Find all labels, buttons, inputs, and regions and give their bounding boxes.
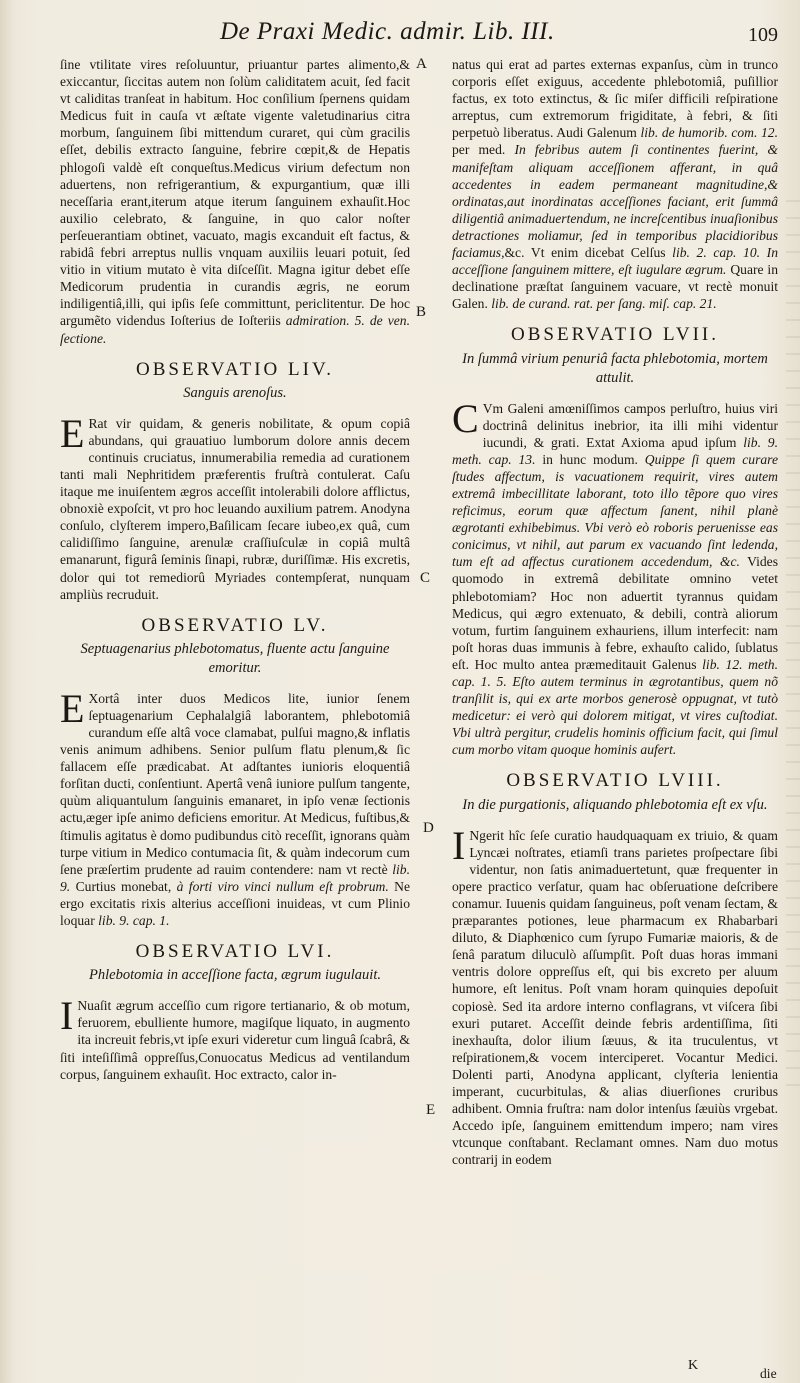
obs58-title: OBSERVATIO LVIII.: [506, 770, 724, 792]
obs54-dropcap: E: [60, 410, 85, 456]
obs55-paragraph: [60, 685, 410, 929]
right-opening-quote2: In acceſſione ſanguinem mittere, eſt iugulare ægrum.: [452, 245, 778, 278]
obs54-text: Rat vir quidam, & generis nobilitate, & opum copiâ abundans, qui grauatiuo lumborum dolore annis decem continuis cruciatus, innumerabilia remedia ad curationem tanti mali Nephritidem præferentis fruſtrà contulerat. Caſu itaque me inuiſentem ægros acceſſit intolerabili dolore afflictus, obnoxiè expoſcit, vt pro hoc leuando auxilium patrem. Anodyna conſulo, clyſterem impero,Baſilicam ſecare iubeo,ex quâ, cum calidiſſimo ſanguine, arenulæ craſſiuſculæ in copiâ multâ emanarunt, figurâ ſeminis ſinapi, rubræ, duriſſimæ. His excretis, dolor qui tot remediorû Myriades contempſerat, nunquam ampliùs recruduit.: [60, 415, 410, 602]
left-opening-ref: admiration. 5. de ven. ſectione.: [60, 313, 410, 346]
right-opening-ref: lib. de humorib. com. 12.: [640, 125, 778, 141]
obs57-subtitle: In ſummâ virium penuriâ facta phlebotomia, mortem attulit.: [462, 350, 768, 386]
obs57-dropcap: C: [452, 395, 479, 441]
obs56-paragraph: [60, 993, 410, 1082]
obs55-subtitle: Septuagenarius phlebotomatus, fluente actu ſanguine emoritur.: [80, 640, 390, 676]
left-column: [60, 56, 410, 1083]
margin-letter-a: A: [416, 56, 427, 72]
margin-letter-e: E: [426, 1102, 436, 1118]
obs58-paragraph: [452, 822, 778, 1169]
obs57-text-a: Vm Galeni amœniſſimos campos perluſtro, huius viri doctrinâ delinitus inebrior, ita illi mihi videntur iucundi, & grati. Extat Axioma apud ipſum: [482, 400, 778, 450]
obs57-quote-a: Quippe ſi quem curare ſtudes affectum, is vacuationem requirit, vires autem extremâ imbecillitate laborant, toto illo tẽpore quo vires reficimus, eorum quæ affectum ſanent, nihil planè ægrotanti exhibebimus. Vbi verò eò roboris peruenisse eas conicimus, vt nihil, aut parum ex vacuando ſint ledenda, tum eſt ad affectus curationem accedendum, &c.: [452, 451, 778, 570]
obs56-title: OBSERVATIO LVI.: [135, 941, 335, 963]
obs57-text-b: in hunc modum.: [542, 451, 638, 467]
obs57-title: OBSERVATIO LVII.: [511, 324, 719, 346]
obs56-dropcap: I: [60, 993, 74, 1039]
obs57-quote-b: Eſto autem terminus in ægrotantibus, quem nõ tranſilit is, qui ex arte morbos generosè oppugnat, vt tutò medicetur: ei verò qui dolorem mitigat, vt vires cuſtodiat. Vbi ultrà pergitur, crudelis hominis officium facit, qui ſimul cum morbo vitam quoque hominis aufert.: [452, 674, 778, 758]
page-number: 109: [748, 24, 778, 46]
signature-mark: K: [688, 1358, 699, 1373]
right-opening-end: Quare in declinatione præſtat ſanguinem vacuare, vt rectè monuit Galen.: [452, 262, 779, 312]
running-title: De Praxi Medic. admir. Lib. III.: [220, 18, 555, 45]
obs58-subtitle: In die purgationis, aliquando phlebotomia eſt ex vſu.: [462, 796, 768, 813]
obs57-paragraph: [452, 395, 778, 759]
right-opening-mid: per med.: [452, 142, 506, 158]
left-opening-paragraph: [60, 56, 410, 347]
page-header: [40, 18, 778, 52]
right-column: [452, 56, 778, 1168]
margin-letter-d: D: [423, 820, 434, 836]
catchword: die: [760, 1366, 777, 1381]
obs58-text: Ngerit hîc ſeſe curatio haudquaquam ex triuio, & quam Lyncæi noſtrates, etiamſi trans parietes proſpectare ſibi videntur, non ſatis animaduertetunt, quæ frequenter in opere practico verſatur, quam hac obſeruatione deſcribere conamur. Iuuenis quidam ſanguineus, poſt venam ſectam, & præparantes potiones, leue pharmacum ex Rhabarbari diluto, & Diaphœnico cum ſyrupo Fumariæ maioris, & de ſenâ paratum diluculò aſſumpſit. Poſt duas horas immani ventris dolore oppreſſus eſt, qui bis excreto per aluum humore, eſt lenitus. Poſt vnam horam quinquies depoſuit copiosè. Sed ita ardore interno conflagrans, vt viſcera ſibi exuri putaret. Acceſſit deinde febris ardentiſſima, ſiti inexhauſta, dolor ilium ſæuus, & ita truculentus, vt reſpirationem,& vocem interciperet. Vocantur Medici. Dolenti parti, Anodyna applicant, clyſteria lenientia imperant, cucurbitulas, & alias diuerſiones cruribus adhibent. Omnia fruſtra: nam dolor intenſus ſæuiùs vrgebat. Accedo ipſe, ſanguinem emittendum impero; nam vires vtcunque conſtabant. Reclamant omnes. Nam duo motus contrarij in eodem: [452, 827, 778, 1168]
right-opening-text: natus qui erat ad partes externas expanſus, cùm in trunco corporis eſſet exiguus, accedente phlebotomiâ, puſillior factus, ex toto extinctus, & ſic miſer difficili reſpiratione arreptus, cum extremorum frigiditate, à febri, & ſiti perpetuò liberatus. Audi Galenum: [452, 57, 778, 141]
obs54-subtitle: Sanguis arenoſus.: [183, 384, 287, 401]
right-opening-ref2: lib. 2. cap. 10.: [672, 245, 761, 261]
obs56-text: Nuaſit ægrum acceſſio cum rigore tertianario, & ob motum, feruorem, ebulliente humore, magiſque liquato, in augmento ita increuit febris,vt ipſe exuri videretur cum linguâ ſcabrâ, & ſiti inteſiſſimâ oppreſſus,Conuocatus Medicus ad ventilandum corpus, ſanguinem exhauſit. Hoc extracto, calor in-: [60, 998, 410, 1082]
obs55-ref-a: lib. 9.: [60, 861, 410, 894]
obs56-subtitle: Phlebotomia in acceſſione facta, ægrum iugulauit.: [89, 967, 381, 984]
obs54-paragraph: [60, 410, 410, 603]
obs54-title: OBSERVATIO LIV.: [136, 358, 334, 380]
obs55-quote: à forti viro vinci nullum eſt probrum.: [176, 878, 389, 894]
margin-letter-c: C: [420, 570, 431, 586]
right-opening-paragraph: [452, 56, 778, 312]
left-opening-text: ſine vtilitate vires reſoluuntur, priuantur partes alimento,& exiccantur, ſiccitas autem non ſolùm caliditatem acuit, ſed facit vt caliditas tranſeat in habitum. Hoc conſilium ſpernens quidam Medicus fuit in cauſa vt æſtate vigente valetudinarius citra morbum, ſanguinem ſibi mittendum curaret, qui cùm gracilis eſſet, debilis extracto ſanguine, febrire cœpit,& de Hepatis phlogoſi valdè eſt conqueſtus.Medicus virium defectum non aduertens, non refrigerantium, & expurgantium, quæ illi neceſſaria erant,iterum atque iterum ſanguinem exhauſit.Hoc auxilio celebrato, & ſanguine, in quo calor noſter perſeuerantiam obtinet, vacuato, magis excanduit eſt factus, & rabidâ febri arreptus nullis vnquam auxiliis leuari potuit, ſed vitio in vitium mutato è vita diſceſſit. Magna igitur debet eſſe Medicorum prudentia in curandis ægris, ne eorum indiligentiâ,illi, qui ipſis ſeſe committunt, periclitentur. De hoc argumẽto videndus Ioſterius de Ioſteriis: [60, 57, 410, 329]
obs58-dropcap: I: [452, 822, 466, 868]
obs55-text-b: Curtius monebat,: [75, 878, 172, 894]
obs55-text-a: Xortâ inter duos Medicos lite, iunior ſenem ſeptuagenarium Cephalalgiâ laborantem, phlebotomiâ curandum eſſe altâ voce clamabat, pulſui magno,& inflatis venis animum adhibens. Senior pulſum flatu plenum,& ſic fallacem eſſe prædicabat. At adſtantes iunioris eloquentiâ forſitan ducti, conſentiunt. Apertâ venâ iuniore pulſum tangente, quùm aliquantulum ſanguinis emanaret, in ipſo venæ ſectionis actu,æger ipſe animo deficiens emoritur. At Medicus, fuſtibus,& ſtimulis agitatus è domo pudibundus citò receſſit, ignorans quàm turpe vitium in Medico contumacia ſit, & quàm indecorum cum ſene præſertim prudente ad rauim contendere: nam vt rectè: [60, 690, 410, 877]
obs55-ref-b: lib. 9. cap. 1.: [98, 913, 170, 929]
right-opening-ref3: lib. de curand. rat. per ſang. miſ. cap. 21.: [491, 296, 717, 312]
right-opening-after: &c. Vt enim dicebat Celſus: [504, 245, 666, 261]
obs55-title: OBSERVATIO LV.: [141, 614, 329, 636]
obs57-text-c: Vides quomodo in extremâ debilitate omnino vetet phlebotomiam? Hoc non aduertit tyrannus quidam Medicus, qui ægro extenuato, & debili, contrà aliorum votum, furtim ſanguinem exhauriens, illum interfecit: nam poſt horas duas immunis à febre, exhauſto calido, ſublatus eſt. Hoc multo antea præmeditauit Galenus: [452, 554, 778, 672]
right-opening-quote: In febribus autem ſi continentes fuerint, & manifeſtam aliquam acceſſionem afferant, in quâ accedentes in eadem permaneant magnitudine,& ordinatas,aut inordinatas acceſſiones faciant, erit ſummâ diligentiâ animaduertendum, ne increſcentibus inuaſionibus detractiones moliamur, ſed in temporibus placidioribus faciamus,: [452, 142, 778, 261]
obs55-dropcap: E: [60, 685, 85, 731]
bleed-through-edge: [786, 200, 800, 1100]
obs57-ref-a: lib. 9. meth. cap. 13.: [452, 434, 778, 467]
margin-letter-b: B: [416, 304, 427, 320]
obs55-text-c: Ne ergo excitatis rixis alterius acceſſioni inuideas, vt cum Plinio loquar: [60, 878, 410, 929]
obs57-ref-b: lib. 12. meth. cap. 1. 5.: [452, 656, 778, 689]
